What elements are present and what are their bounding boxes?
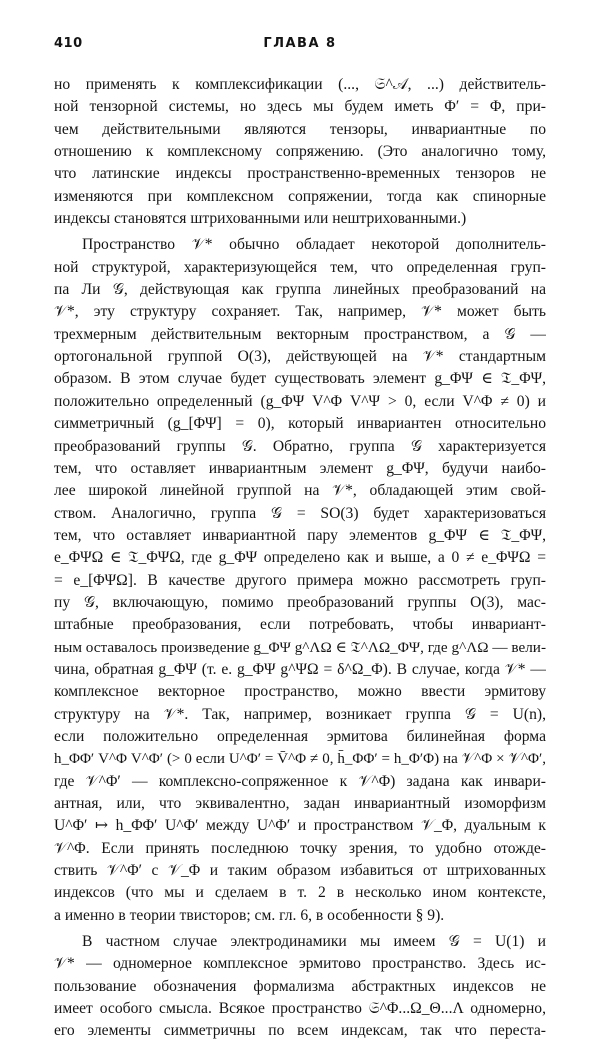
text-line: имеет особого смысла. Всякое пространство 𝔖^Φ...Ω_Θ...Λ одномерно,	[54, 1000, 546, 1018]
chapter-title: ГЛАВА 8	[263, 36, 337, 51]
text-line: ством. Аналогично, группа 𝒢 = SO(3) будет характеризоваться	[54, 504, 546, 522]
text-line: e_ΦΨΩ ∈ 𝔗_ΦΨΩ, где g_ΦΨ определено как и выше, а 0 ≠ e_ΦΨΩ =	[54, 549, 546, 567]
text-line: чем действительными являются тензоры, инвариантные по	[54, 120, 546, 138]
text-line: тем, что оставляет инвариантной пару элементов g_ΦΨ ∈ 𝔗_ΦΨ,	[54, 526, 546, 544]
text-line: чина, обратная g_ΦΨ (т. е. g_ΦΨ g^ΨΩ = δ^Ω_Φ). В случае, когда 𝒱* —	[54, 660, 546, 678]
page-number: 410	[54, 36, 83, 51]
text-line: индексов (что мы и сделаем в т. 2 в несколько ином контексте,	[54, 884, 546, 902]
text-line: пользование обозначения формализма абстрактных индексов не	[54, 977, 546, 995]
text-line: ным оставалось произведение g_ΦΨ g^ΛΩ ∈ 𝔗^ΛΩ_ΦΨ, где g^ΛΩ — вели-	[54, 638, 546, 656]
text-line: где 𝒱^Φ′ — комплексно-сопряженное к 𝒱^Φ) задана как инвари-	[54, 772, 546, 790]
text-line: изменяются при комплексном сопряжении, тогда как спинорные	[54, 187, 546, 205]
running-header	[54, 36, 546, 56]
text-line: штабные преобразования, если потребовать, чтобы инвариант-	[54, 616, 546, 634]
text-line: а именно в теории твисторов; см. гл. 6, в особенности § 9).	[54, 906, 445, 924]
text-line: положительно определенный (g_ΦΨ V^Φ V^Ψ > 0, если V^Φ ≠ 0) и	[54, 392, 546, 410]
text-line: отношению к комплексному сопряжению. (Это аналогично тому,	[54, 143, 546, 161]
text-line: = e_[ΦΨΩ]. В качестве другого примера можно рассмотреть груп-	[54, 571, 546, 589]
text-line: что латинские индексы пространственно-временных тензоров не	[54, 165, 546, 183]
text-line: его элементы симметричны по всем индексам, так что переста-	[54, 1022, 546, 1040]
text-line: па Ли 𝒢, действующая как группа линейных преобразований на	[54, 281, 546, 299]
paragraph-3	[54, 931, 546, 1043]
text-line: ной структурой, характеризующейся тем, что определенная груп-	[54, 258, 546, 276]
text-line: антная, или, что эквивалентно, задан инвариантный изоморфизм	[54, 795, 546, 812]
text-line: h_ΦΦ′ V^Φ V^Φ′ (> 0 если U^Φ′ = V̄^Φ ≠ 0, h̄_ΦΦ′ = h_Φ′Φ) на 𝒱^Φ × 𝒱^Φ′,	[54, 751, 546, 768]
text-line: Пространство 𝒱* обычно обладает некоторой дополнитель-	[82, 236, 546, 254]
text-line: лее широкой линейной группой на 𝒱*, обладающей этим свой-	[54, 482, 546, 500]
text-line: U^Φ′ ↦ h_ΦΦ′ U^Φ′ между U^Φ′ и пространством 𝒱_Φ, дуальным к	[54, 817, 546, 835]
text-line: но применять к комплексификации (..., 𝔖^𝒜, ...) действитель-	[54, 76, 546, 93]
text-line: ной тензорной системы, но здесь мы будем иметь Φ′ = Φ, при-	[54, 98, 546, 116]
text-line: 𝒱*, эту структуру сохраняет. Так, например, 𝒱* может быть	[54, 303, 546, 321]
paragraph-1	[54, 74, 546, 230]
text-line: образом. В этом случае будет существовать элемент g_ΦΨ ∈ 𝔗_ΦΨ,	[54, 370, 546, 388]
text-line: тем, что оставляет инвариантным элемент g_ΦΨ, будучи наибо-	[54, 459, 546, 477]
text-line: комплексное векторное пространство, можно ввести эрмитову	[54, 683, 546, 701]
text-line: В частном случае электродинамики мы имеем 𝒢 = U(1) и	[82, 933, 546, 951]
text-line: 𝒱* — одномерное комплексное эрмитово пространство. Здесь ис-	[54, 955, 546, 973]
text-line: индексы становятся штрихованными или нештрихованными.)	[54, 210, 467, 228]
text-line: симметричный (g_[ΦΨ] = 0), который инвариантен относительно	[54, 415, 546, 433]
text-line: 𝒱^Φ. Если принять последнюю точку зрения, то удобно отожде-	[54, 839, 546, 857]
text-line: структуру на 𝒱*. Так, например, возникает группа 𝒢 = U(n),	[54, 705, 546, 723]
text-line: ствить 𝒱^Φ′ с 𝒱_Φ и таким образом избавиться от штрихованных	[54, 862, 546, 880]
text-line: ортогональной группой O(3), действующей на 𝒱* стандартным	[54, 348, 546, 366]
text-line: преобразований группы 𝒢. Обратно, группа 𝒢 характеризуется	[54, 437, 546, 455]
body-text	[54, 74, 546, 1043]
text-line: трехмерным действительным векторным пространством, а 𝒢 —	[54, 325, 546, 343]
paragraph-2	[54, 234, 546, 927]
text-line: пу 𝒢, включающую, помимо преобразований группы O(3), мас-	[54, 593, 546, 611]
text-line: если положительно определенная эрмитова билинейная форма	[54, 727, 546, 745]
